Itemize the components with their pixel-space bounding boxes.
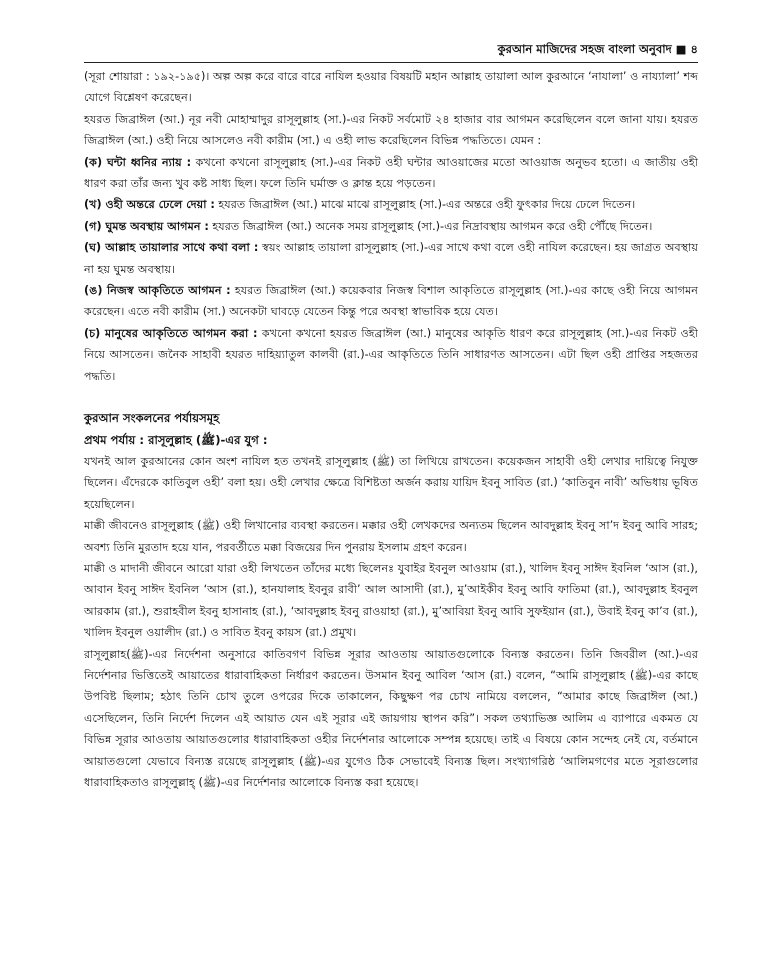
section-paragraph: মাক্কী জীবনেও রাসূলুল্লাহ (ﷺ) ওহী লিখানোর ব্যবস্থা করতেন। মক্কার ওহী লেখকদের অন্যতম ছিলেন আবদুল্লাহ ইবনু সা’দ ইবনু আবি সারহ; অবশ্য তিনি মুরতাদ হয়ে যান, পরবর্তীতে মক্কা বিজয়ের দিন পুনরায় ইসলাম গ্রহণ করেন। [84, 519, 698, 554]
method-item [84, 216, 698, 237]
intro-paragraph: হযরত জিব্রাঈল (আ.) নূর নবী মোহাম্মাদুর রাসূলুল্লাহ (সা.)-এর নিকট সর্বমোট ২৪ হাজার বার আগমন করেছিলেন বলে জানা যায়। হযরত জিব্রাঈল (আ.) ওহী নিয়ে আসলেও নবী কারীম (সা.) এ ওহী লাভ করেছিলেন বিভিন্ন পদ্ধতিতে। যেমন : [84, 112, 698, 148]
method-item [84, 194, 698, 215]
section-paragraph: যখনই আল কুরআনের কোন অংশ নাযিল হত তখনই রাসূলুল্লাহ (ﷺ) তা লিখিয়ে রাখতেন। কয়েকজন সাহাবী ওহী লেখার দায়িত্বে নিযুক্ত ছিলেন। এঁদেরকে কাতিবুল ওহী’ বলা হয়। ওহী লেখার ক্ষেত্রে বিশিষ্টতা অর্জন করায় যায়িদ ইবনু সাবিত (রা.) ‘কাতিবুন নাবী’ অভিধায় ভূষিত হয়েছিলেন। [84, 454, 698, 511]
running-title: কুরআন মাজিদের সহজ বাংলা অনুবাদ ■ ৪ [497, 42, 698, 56]
method-lead: (ঙ) নিজস্ব আকৃতিতে আগমন : [84, 284, 231, 298]
section-paragraph: মাক্কী ও মাদানী জীবনে আরো যারা ওহী লিখতেন তাঁদের মধ্যে ছিলেনঃ যুবাইর ইবনুল আওয়াম (রা.), খালিদ ইবনু সাঈদ ইবনিল ‘আস (রা.), আবান ইবনু সাঈদ ইবনিল ‘আস (রা.), হানযালাহ ইবনুর রাবী’ আল আসাদী (রা.), মু’আইকীব ইবনু আবি ফাতিমা (রা.), আবদুল্লাহ ইবনুল আরকাম (রা.), শুরাহবীল ইবনু হাসানাহ (রা.), ‘আবদুল্লাহ ইবনু রাওয়াহা (রা.), মু’আবিয়া ইবনু আবি সুফইয়ান (রা.), উবাই ইবনু কা’ব (রা.), খালিদ ইবনুল ওয়ালীদ (রা.) ও সাবিত ইবনু কায়স (রা.) প্রমুখ। [84, 561, 698, 640]
method-text: হযরত জিব্রাঈল (আ.) অনেক সময় রাসূলুল্লাহ (সা.)-এর নিদ্রাবস্থায় আগমন করে ওহী পৌঁছে দিতেন। [208, 219, 653, 233]
method-item [84, 323, 698, 387]
method-text: স্বয়ং আল্লাহ তায়ালা রাসূলুল্লাহ (সা.)-এর সাথে কথা বলে ওহী নাযিল করেছেন। হয় জাগ্রত অবস্থায় না হয় ঘুমন্ত অবস্থায়। [84, 241, 698, 276]
method-text: হযরত জিব্রাঈল (আ.) কয়েকবার নিজস্ব বিশাল আকৃতিতে রাসূলুল্লাহ (সা.)-এর কাছে ওহী নিয়ে আগমন করেছেন। এতে নবী কারীম (সা.) অনেকটা ঘাবড়ে যেতেন কিন্তু পরে অবস্থা স্বাভাবিক হয়ে যেত। [84, 284, 698, 319]
section-paragraph: রাসূলুল্লাহ(ﷺ)-এর নির্দেশনা অনুসারে কাতিবগণ বিভিন্ন সূরার আওতায় আয়াতগুলোকে বিন্যস্ত করতেন। তিনি জিবরীল (আ.)-এর নির্দেশনার ভিত্তিতেই আয়াতের ধারাবাহিকতা নির্ধারণ করতেন। উসমান ইবনু আবিল ‘আস (রা.) বলেন, “আমি রাসূলুল্লাহ (ﷺ)-এর কাছে উপবিষ্ট ছিলাম; হঠাৎ তিনি চোখ তুলে ওপরের দিকে তাকালেন, কিছুক্ষণ পর চোখ নামিয়ে বললেন, “আমার কাছে জিব্রাঈল (আ.) এসেছিলেন, তিনি নির্দেশ দিলেন এই আয়াত যেন এই সূরার এই জায়গায় স্থাপন করি”। সকল তথ্যাভিজ্ঞ আলিম এ ব্যাপারে একমত যে বিভিন্ন সূরার আওতায় আয়াতগুলোর ধারাবাহিকতা ওহীর নির্দেশনার আলোকে সম্পন্ন হয়েছে। তাই এ বিষয়ে কোন সন্দেহ নেই যে, বর্তমানে আয়াতগুলো যেভাবে বিন্যস্ত রয়েছে রাসূলুল্লাহ (ﷺ)-এর যুগেও ঠিক সেভাবেই বিন্যস্ত ছিল। সংখ্যাগরিষ্ঠ ‘আলিমগণের মতে সূরাগুলোর ধারাবাহিকতাও রাসূলুল্লাহ্ (ﷺ)-এর নির্দেশনার আলোকে বিন্যস্ত করা হয়েছে। [84, 647, 699, 789]
section-heading: কুরআন সংকলনের পর্যায়সমূহ [84, 411, 220, 426]
method-lead: (গ) ঘুমন্ত অবস্থায় আগমন : [84, 219, 209, 233]
method-lead: (ক) ঘন্টা ধ্বনির ন্যায় : [84, 155, 192, 169]
method-lead: (খ) ওহী অন্তরে ঢেলে দেয়া : [84, 198, 215, 212]
method-item [84, 152, 698, 195]
method-lead: (চ) মানুষের আকৃতিতে আগমন করা : [84, 326, 258, 340]
method-text: কখনো কখনো রাসূলুল্লাহ (সা.)-এর নিকট ওহী ঘন্টার আওয়াজের মতো আওয়াজ অনুভব হতো। এ জাতীয় ওহী ধারণ করা তাঁর জন্য খুব কষ্ট সাধ্য ছিল। ফলে তিনি ঘর্মাক্ত ও ক্লান্ত হয়ে পড়তেন। [84, 155, 699, 191]
intro-paragraph: (সূরা শোয়ারা : ১৯২-১৯৫)। অল্প অল্প করে বারে বারে নাযিল হওয়ার বিষয়টি মহান আল্লাহ তায়ালা আল কুরআনে ‘নাযালা’ ও নায্যালা’ শব্দ যোগে বিশ্লেষণ করেছেন। [84, 70, 698, 105]
running-header [84, 40, 698, 63]
method-item [84, 280, 698, 323]
section-subheading: প্রথম পর্যায় : রাসূলুল্লাহ (ﷺ)-এর যুগ : [84, 432, 268, 447]
method-text: কখনো কখনো হযরত জিব্রাঈল (আ.) মানুষের আকৃতি ধারণ করে রাসূলুল্লাহ (সা.)-এর নিকট ওহী নিয়ে আসতেন। জনৈক সাহাবী হযরত দাহিয়্যাতুল কালবী (রা.)-এর আকৃতিতে তিনি সাধারণত আসতেন। এটা ছিল ওহী প্রাপ্তির সহজতর পদ্ধতি। [84, 326, 698, 383]
method-text: হযরত জিব্রাঈল (আ.) মাঝে মাঝে রাসূলুল্লাহ (সা.)-এর অন্তরে ওহী ফুৎকার দিয়ে ঢেলে দিতেন। [214, 198, 636, 212]
method-lead: (ঘ) আল্লাহ তায়ালার সাথে কথা বলা : [84, 241, 259, 255]
method-item [84, 237, 698, 280]
section-spacer [84, 387, 698, 408]
page-body [84, 66, 698, 793]
